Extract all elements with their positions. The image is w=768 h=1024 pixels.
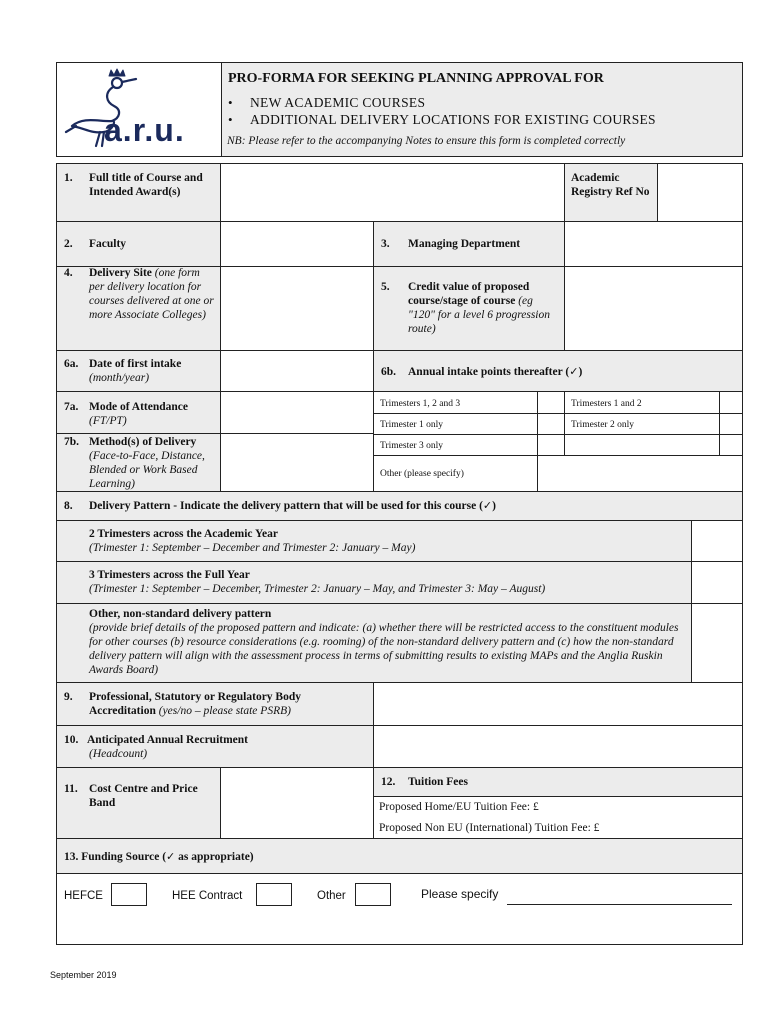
- tuition-fees-label: Tuition Fees: [408, 776, 468, 788]
- delivery-pattern-label: Delivery Pattern - Indicate the delivery pattern that will be used for this course (: [89, 500, 483, 512]
- opt-other-label: Other (please specify): [380, 469, 464, 479]
- delivery-site-hint: (one form per delivery location for courses delivered at one or more Associate Colleges): [89, 267, 214, 321]
- faculty-label-cell: [57, 222, 220, 266]
- pattern-opt2-title: 3 Trimesters across the Full Year: [89, 569, 250, 581]
- recruitment-field[interactable]: [374, 726, 742, 767]
- faculty-label: Faculty: [89, 238, 127, 250]
- funding-source-text: [64, 850, 254, 864]
- delivery-site-field[interactable]: [221, 267, 373, 350]
- delivery-pattern-close: ): [492, 500, 496, 512]
- tick-icon: ✓: [569, 365, 579, 378]
- credit-field[interactable]: [565, 267, 742, 350]
- opt-trimesters-123-checkbox[interactable]: [538, 392, 564, 413]
- ref-no-field[interactable]: [658, 164, 742, 221]
- first-intake-num: 6a.: [64, 358, 79, 370]
- cost-centre-label: Cost Centre and Price Band: [89, 783, 198, 809]
- pattern-opt1-title: 2 Trimesters across the Academic Year: [89, 528, 278, 540]
- funding-source-label: 13. Funding Source (: [64, 851, 167, 863]
- cost-centre-num: 11.: [64, 783, 78, 795]
- managing-dept-num: 3.: [381, 238, 390, 250]
- opt-other-specify-field[interactable]: [538, 456, 742, 491]
- header-bullet-2: ADDITIONAL DELIVERY LOCATIONS FOR EXISTING COURSES: [250, 112, 656, 127]
- course-title-field[interactable]: [221, 164, 564, 221]
- delivery-pattern-num: 8.: [64, 500, 73, 512]
- please-specify-field[interactable]: [507, 889, 732, 905]
- opt-trimester-1-checkbox[interactable]: [538, 414, 564, 434]
- accreditation-label: Professional, Statutory or Regulatory Body Accreditation: [89, 691, 301, 717]
- faculty-field[interactable]: [221, 222, 373, 266]
- recruitment-hint: (Headcount): [89, 748, 148, 760]
- header-bullet-2-dot: •: [228, 112, 233, 127]
- opt-trimesters-12-label: Trimesters 1 and 2: [571, 399, 642, 409]
- hefce-checkbox[interactable]: [111, 883, 147, 906]
- tick-icon: ✓: [166, 850, 176, 863]
- home-fee-field[interactable]: [560, 798, 740, 816]
- cost-centre-field[interactable]: [221, 768, 373, 838]
- opt-trimesters-123-label: Trimesters 1, 2 and 3: [380, 399, 461, 409]
- header-note: NB: Please refer to the accompanying Notes to ensure this form is completed correctly: [227, 135, 626, 147]
- delivery-site-num: 4.: [64, 267, 73, 279]
- intake-points-label: Annual intake points thereafter (: [408, 366, 570, 378]
- managing-dept-field[interactable]: [565, 222, 742, 266]
- delivery-method-num: 7b.: [64, 436, 80, 448]
- delivery-method-label: Method(s) of Delivery: [89, 436, 197, 448]
- intl-fee-label: Proposed Non EU (International) Tuition Fee: £: [379, 822, 600, 834]
- first-intake-hint: (month/year): [89, 372, 150, 384]
- opt-trimester-2-checkbox[interactable]: [720, 414, 742, 434]
- first-intake-label: Date of first intake: [89, 358, 182, 370]
- intake-points-num: 6b.: [381, 366, 397, 378]
- attendance-field[interactable]: [221, 392, 373, 433]
- pattern-opt1-detail: (Trimester 1: September – December and Trimester 2: January – May): [89, 542, 416, 554]
- opt-trimesters-12-checkbox[interactable]: [720, 392, 742, 413]
- pattern-opt1-checkbox[interactable]: [692, 521, 742, 561]
- accreditation-num: 9.: [64, 691, 73, 703]
- credit-text: [408, 280, 560, 336]
- accreditation-hint: (yes/no – please state PSRB): [158, 705, 291, 717]
- hee-checkbox[interactable]: [256, 883, 292, 906]
- first-intake-field[interactable]: [221, 351, 373, 391]
- attendance-hint: (FT/PT): [89, 415, 127, 427]
- aru-logo: [62, 66, 212, 154]
- delivery-method-field[interactable]: [221, 434, 373, 491]
- attendance-label: Mode of Attendance: [89, 401, 189, 413]
- intake-points-text: [408, 365, 582, 379]
- ref-label: Academic Registry Ref No: [571, 172, 650, 198]
- intake-points-close: ): [578, 366, 583, 378]
- credit-num: 5.: [381, 281, 390, 293]
- header-title: PRO-FORMA FOR SEEKING PLANNING APPROVAL FOR: [228, 71, 604, 86]
- pattern-opt2-detail: (Trimester 1: September – December, Trimester 2: January – May, and Trimester 3: May – August): [89, 583, 546, 595]
- accreditation-text: [89, 690, 359, 718]
- delivery-pattern-text: [89, 499, 496, 513]
- opt-trimester-3-checkbox[interactable]: [538, 435, 564, 455]
- pattern-opt3-detail: (provide brief details of the proposed pattern and indicate: (a) whether there will be restricted access to the constituent modules for other courses (b) resource considerations (e.g. rooming) of the non-standard delivery pattern and (c) how the non-standard delivery pattern will align with the assessment process in terms of submitting results to existing MAPs and the Anglia Ruskin Awards Board): [89, 622, 679, 676]
- delivery-method-hint: (Face-to-Face, Distance, Blended or Work Based Learning): [89, 450, 205, 490]
- tuition-fees-num: 12.: [381, 776, 396, 788]
- delivery-site-label: Delivery Site: [89, 267, 152, 279]
- recruitment-num: 10.: [64, 734, 79, 746]
- pattern-opt3-title: Other, non-standard delivery pattern: [89, 608, 272, 620]
- footer-date: September 2019: [50, 970, 117, 980]
- recruitment-label: Anticipated Annual Recruitment: [87, 734, 248, 746]
- header-bullet-1-dot: •: [228, 95, 233, 110]
- faculty-num: 2.: [64, 238, 73, 250]
- intl-fee-field[interactable]: [628, 819, 740, 837]
- row1-num: 1.: [64, 172, 73, 184]
- delivery-site-text: [89, 266, 215, 322]
- managing-dept-label: Managing Department: [408, 238, 521, 250]
- please-specify-label: Please specify: [421, 887, 499, 901]
- row1-label: Full title of Course and Intended Award(s): [89, 172, 203, 198]
- credit-hint: (eg "120" for a level 6 progression route): [408, 295, 551, 335]
- other-label: Other: [317, 890, 346, 902]
- home-fee-label: Proposed Home/EU Tuition Fee: £: [379, 801, 539, 813]
- pattern-opt2-checkbox[interactable]: [692, 562, 742, 603]
- hefce-label: HEFCE: [64, 890, 103, 902]
- credit-label: Credit value of proposed course/stage of course: [408, 281, 530, 307]
- funding-source-close: as appropriate): [175, 851, 254, 863]
- other-checkbox[interactable]: [355, 883, 391, 906]
- opt-trimester-2-label: Trimester 2 only: [571, 420, 634, 430]
- header-bullet-1: NEW ACADEMIC COURSES: [250, 95, 426, 110]
- logo-text: a.r.u.: [104, 112, 185, 148]
- attendance-num: 7a.: [64, 401, 79, 413]
- opt-trimester-3-label: Trimester 3 only: [380, 441, 443, 451]
- tick-icon: ✓: [482, 499, 493, 512]
- accreditation-field[interactable]: [374, 683, 742, 725]
- pattern-opt3-checkbox[interactable]: [692, 604, 742, 682]
- opt-trimester-1-label: Trimester 1 only: [380, 420, 443, 430]
- hee-label: HEE Contract: [172, 890, 243, 902]
